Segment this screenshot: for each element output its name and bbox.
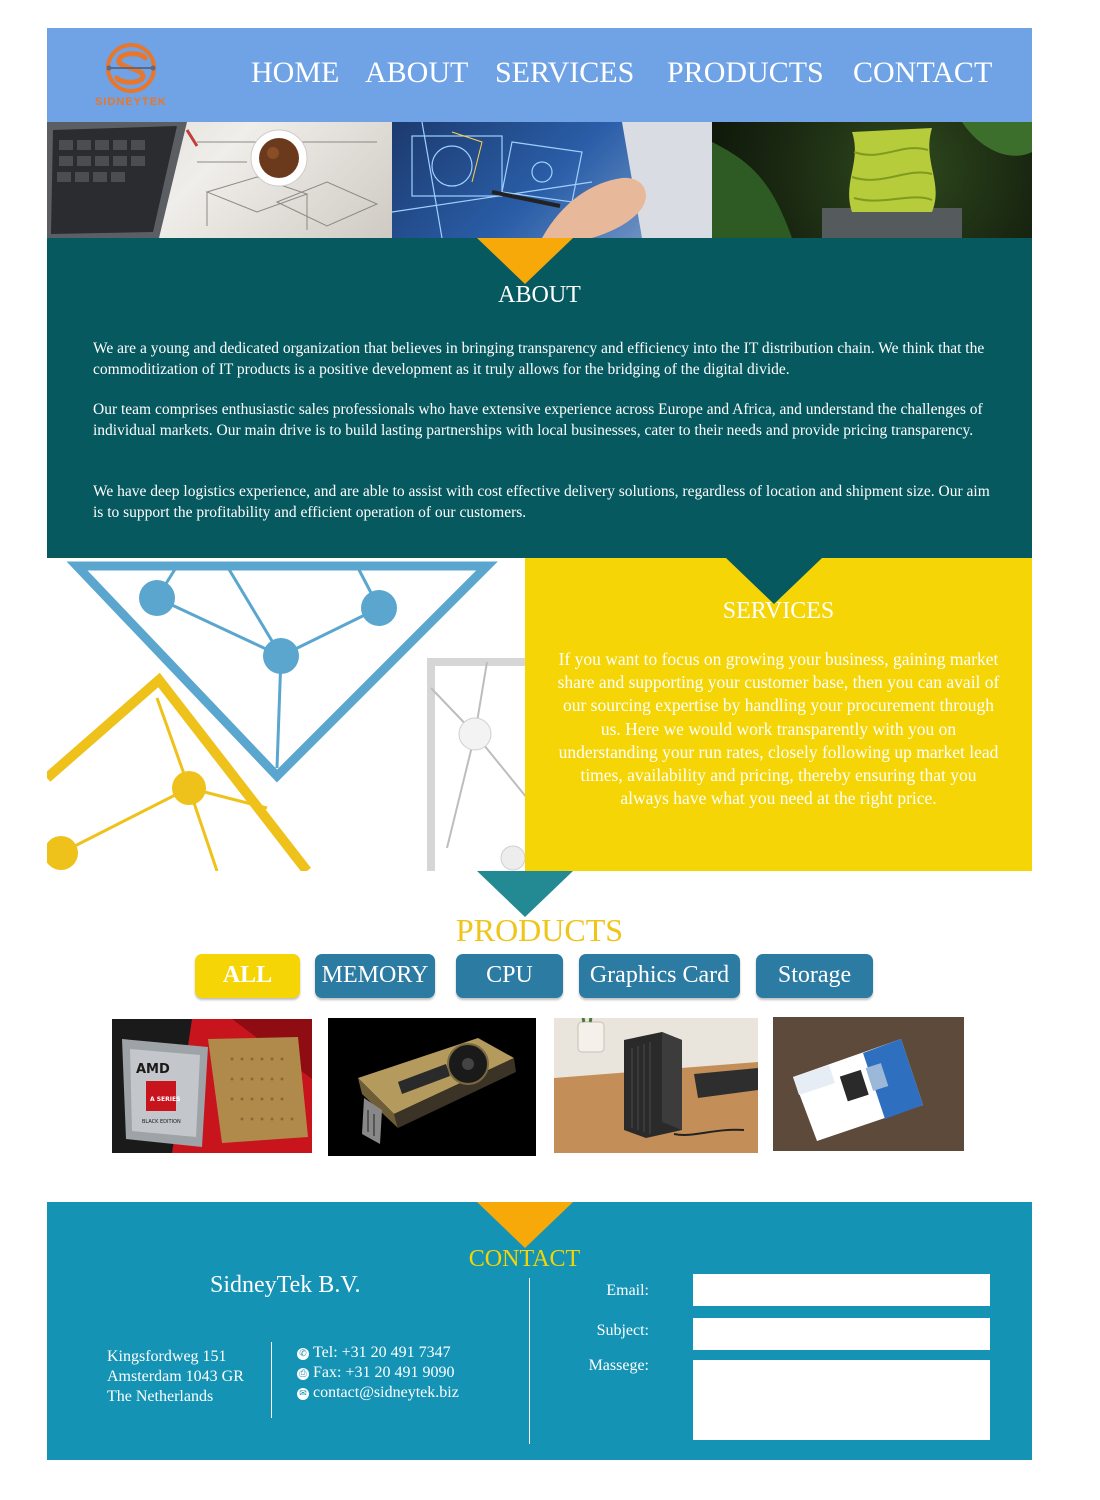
services-text: If you want to focus on growing your business, gaining market share and supporting your customer base, then you can avail of our sourcing expertise by handling your procurement through us. Here we would work transparently with you on understanding your run rates, closely following up market lead times, availability and pricing, thereby ensuring that you always have what you need at the right price. [557, 649, 1000, 809]
about-arrow-icon [477, 238, 573, 284]
mail-icon: ✉ [297, 1388, 309, 1400]
hero-laptop-coffee-image [47, 122, 392, 238]
services-section [525, 558, 1032, 871]
message-textarea[interactable] [693, 1360, 990, 1440]
email-line[interactable] [297, 1384, 459, 1402]
product-memory-card-image[interactable] [773, 1017, 964, 1151]
fax-line [297, 1364, 454, 1382]
tab-cpu[interactable]: CPU [456, 954, 563, 998]
about-paragraph-2: Our team comprises enthusiastic sales professionals who have extensive experience across Europe and Africa, and understand the challenges of individual markets. Our main drive is to build lasting partnerships with local businesses, cater to their needs and provide pricing transparency. [93, 401, 983, 439]
address-line-3: The Netherlands [107, 1388, 214, 1405]
nav-about[interactable]: ABOUT [365, 56, 469, 89]
nav-products[interactable]: PRODUCTS [667, 56, 824, 89]
email-field[interactable] [693, 1274, 990, 1306]
product-cpu-image[interactable] [112, 1019, 312, 1153]
tab-storage[interactable]: Storage [756, 954, 873, 998]
services-title: SERVICES [722, 598, 835, 624]
cpu-series-label: A SERIES [150, 1096, 181, 1103]
services-network-image [47, 558, 525, 871]
contact-title: CONTACT [468, 1246, 581, 1272]
products-arrow-icon [477, 871, 573, 917]
hero-fabric-sculpture-image [712, 122, 1032, 238]
logo[interactable] [83, 42, 179, 112]
fax-icon: ⎙ [297, 1368, 309, 1380]
subject-label: Subject: [596, 1322, 649, 1339]
cpu-chip-label: AMD [136, 1062, 170, 1077]
cpu-edition-label: BLACK EDITION [142, 1119, 181, 1125]
contact-arrow-icon [477, 1202, 573, 1248]
tab-memory[interactable]: MEMORY [315, 954, 435, 998]
logo-text: SIDNEYTEK [95, 96, 167, 108]
product-storage-drive-image[interactable] [554, 1018, 758, 1153]
subject-field[interactable] [693, 1318, 990, 1350]
about-paragraph-3: We have deep logistics experience, and are able to assist with cost effective delivery solutions, regardless of location and shipment size. Our aim is to support the profitability and efficient operation of our customers. [93, 483, 990, 521]
phone-line [297, 1344, 451, 1362]
nav-home[interactable]: HOME [251, 56, 340, 89]
phone-number: Tel: +31 20 491 7347 [313, 1344, 451, 1361]
contact-divider [529, 1278, 530, 1444]
products-title: PRODUCTS [455, 912, 624, 948]
address-line-2: Amsterdam 1043 GR [107, 1368, 244, 1385]
about-title: ABOUT [498, 282, 581, 308]
tab-all[interactable]: ALL [195, 954, 300, 998]
hero-banner [47, 122, 1032, 238]
tab-graphics-card[interactable]: Graphics Card [579, 954, 740, 998]
contact-section [47, 1202, 1032, 1460]
email-label: Email: [606, 1282, 649, 1299]
phone-icon: ✆ [297, 1348, 309, 1360]
about-section [47, 238, 1032, 558]
about-paragraph-1: We are a young and dedicated organization that believes in bringing transparency and efficiency into the IT distribution chain. We think that the commoditization of IT products is a positive development as it truly allows for the bridging of the digital divide. [93, 340, 985, 378]
company-name: SidneyTek B.V. [210, 1272, 361, 1298]
nav-contact[interactable]: CONTACT [853, 56, 993, 89]
logo-mark-icon [83, 42, 179, 98]
nav-services[interactable]: SERVICES [495, 56, 635, 89]
address-line-1: Kingsfordweg 151 [107, 1348, 227, 1365]
hero-cad-drawing-image [392, 122, 712, 238]
product-graphics-card-image[interactable] [328, 1018, 536, 1156]
header [47, 28, 1032, 122]
fax-number: Fax: +31 20 491 9090 [313, 1364, 455, 1381]
message-label: Massege: [588, 1357, 649, 1374]
address-divider [271, 1342, 272, 1418]
email-address[interactable]: contact@sidneytek.biz [313, 1384, 459, 1401]
